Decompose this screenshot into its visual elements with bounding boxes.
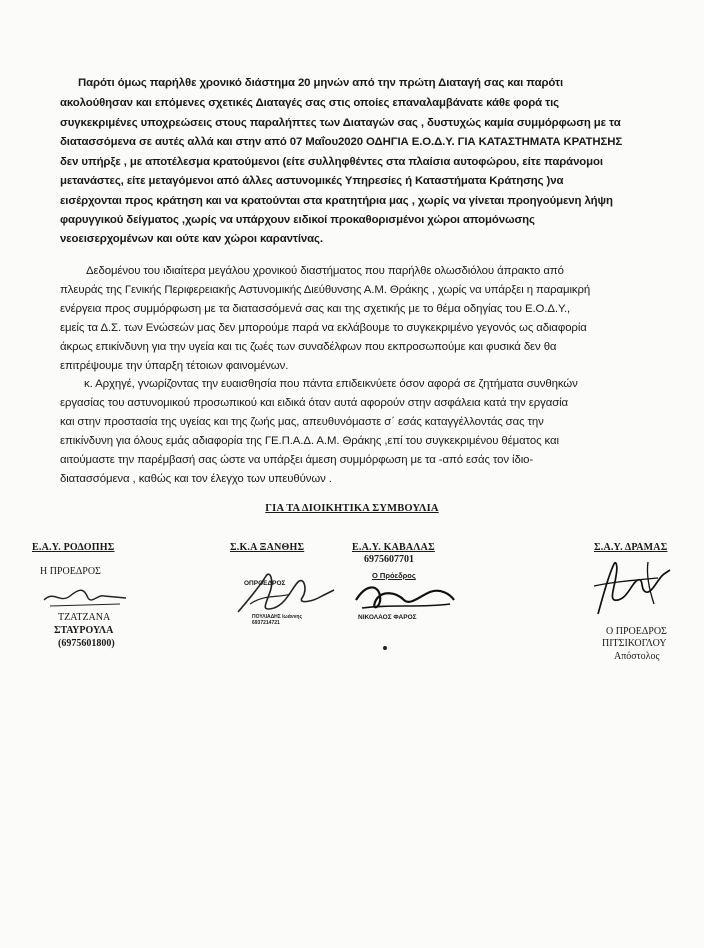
text-line: εργασίας του αστυνομικού προσωπικού και ειδικά όταν αυτά αφορούν στην ασφάλεια κατά την εργασία	[60, 397, 569, 409]
text-line: κ. Αρχηγέ, γνωρίζοντας την ευαισθησία που πάντα επιδεικνύετε όσον αφορά σε ζητήματα συνθηκών	[84, 378, 578, 390]
text-line: Δεδομένου του ιδιαίτερα μεγάλου χρονικού διαστήματος που παρήλθε ολωσδιόλου άπρακτο από	[86, 265, 564, 277]
ink-dot	[383, 646, 387, 650]
text-line: συγκεκριμένες υποχρεώσεις στους παραλήπτες των Διαταγών σας , δυστυχώς καμία συμμόρφωση με τα	[60, 117, 621, 129]
text-line: επικίνδυνη για όλους εμάς αδιαφορία της ΓΕ.Π.Α.Δ. Α.Μ. Θράκης ,επί του συγκεκριμένου θέματος και	[60, 435, 559, 447]
union-name: Ε.Α.Υ. ΚΑΒΑΛΑΣ	[352, 542, 435, 553]
text-line: και στην προστασία της υγείας και της ζωής μας, απευθυνόμαστε σ΄ εσάς καταγγέλλοντάς σας την	[60, 416, 544, 428]
handwritten-signature	[40, 584, 130, 608]
text-line: φαρυγγικού δείγματος ,χωρίς να υπάρχουν ειδικοί προκαθορισμένοι χώροι απομόνωσης	[60, 214, 535, 226]
stamp-phone: 6937214721	[252, 620, 280, 626]
text-line: αιτούμαστε την παρέμβασή σας ώστε να υπάρξει άμεση συμμόρφωση με τα -από εσάς τον ίδιο-	[60, 454, 534, 466]
signatures-heading: ΓΙΑ ΤΑ ΔΙΟΙΚΗΤΙΚΑ ΣΥΜΒΟΥΛΙΑ	[265, 503, 439, 514]
text-line: νεοεισερχομένων και ούτε καν χώροι καραντίνας.	[60, 233, 323, 245]
stamp-role: ΟΠΡΟΕΔΡΟΣ	[244, 580, 286, 587]
signatory-phone: (6975601800)	[58, 638, 115, 649]
text-line: επιτρέψουμε την ύπαρξη τέτοιων φαινομένων.	[60, 360, 289, 372]
text-line: δεν υπήρξε , με αποτέλεσμα κρατούμενοι (είτε συλληφθέντες στα πλαίσια αυτοφώρου, είτε παράνομοι	[60, 156, 603, 168]
text-line: διατασσόμενα , καθώς και τον έλεγχο των υπευθύνων .	[60, 473, 332, 485]
signatory-role: Ο ΠΡΟΕΔΡΟΣ	[606, 626, 667, 637]
text-line: ενέργεια προς συμμόρφωση με τα διατασσόμενά σας και της σχετικής με το θέμα οδηγίας του Ε.Ο.Δ.Υ.,	[60, 303, 571, 315]
text-line: διατασσόμενα σε αυτές αλλά και στην από 07 Μαΐου2020 ΟΔΗΓΙΑ Ε.Ο.Δ.Υ. ΓΙΑ ΚΑΤΑΣΤΗΜΑΤΑ ΚΡΑΤΗΣΗΣ	[60, 136, 623, 148]
handwritten-signature	[350, 578, 460, 618]
text-line: άκρως επικίνδυνη για την υγεία και τις ζωές των συναδέλφων που εκπροσωπούμε και φυσικά δεν θα	[60, 341, 557, 353]
stamp-name: ΝΙΚΟΛΑΟΣ ΦΑΡΟΣ	[358, 614, 417, 621]
text-line: εμείς τα Δ.Σ. των Ενώσεών μας δεν μπορούμε παρά να εκλάβουμε το συγκεκριμένο γεγονός ως αδιαφορία	[60, 322, 587, 334]
signatory-role: Η ΠΡΟΕΔΡΟΣ	[40, 566, 101, 577]
stamp-role: Ο Πρόεδρος	[372, 571, 416, 580]
text-line: μετανάστες, είτε μεταγόμενοι από άλλες αστυνομικές Υπηρεσίες ή Καταστήματα Κράτησης )να	[60, 175, 564, 187]
signatory-firstname: ΣΤΑΥΡΟΥΛΑ	[54, 625, 114, 636]
union-name: Ε.Α.Υ. ΡΟΔΟΠΗΣ	[32, 542, 115, 553]
text-line: πλευράς της Γενικής Περιφερειακής Αστυνομικής Διεύθυνσης Α.Μ. Θράκης , χωρίς να υπάρξει η παραμικρή	[60, 284, 591, 296]
text-line: εισέρχονται προς κράτηση και να κρατούνται στα κρατητήρια μας , χωρίς να γίνεται προηγούμενη λήψη	[60, 195, 613, 207]
union-name: Σ.Α.Υ. ΔΡΑΜΑΣ	[594, 542, 668, 553]
text-line: ακολούθησαν και επόμενες σχετικές Διαταγές σας στις οποίες επαναλαμβάνατε κάθε φορά τις	[60, 97, 559, 109]
stamp-name: ΠΟΥΛΙΑΔΗΣ Ιωάννης	[252, 614, 303, 620]
text-line: Παρότι όμως παρήλθε χρονικό διάστημα 20 μηνών από την πρώτη Διαταγή σας και παρότι	[78, 77, 564, 89]
signatory-surname: ΠΙΤΣΙΚΟΓΛΟΥ	[602, 638, 667, 649]
signatory-firstname: Απόστολος	[614, 651, 660, 662]
handwritten-signature	[588, 556, 678, 622]
union-name: Σ.Κ.Α ΞΑΝΘΗΣ	[230, 542, 305, 553]
signatory-phone: 6975607701	[364, 554, 414, 565]
signatory-surname: ΤΖΑΤΖΑΝΑ	[58, 612, 111, 623]
